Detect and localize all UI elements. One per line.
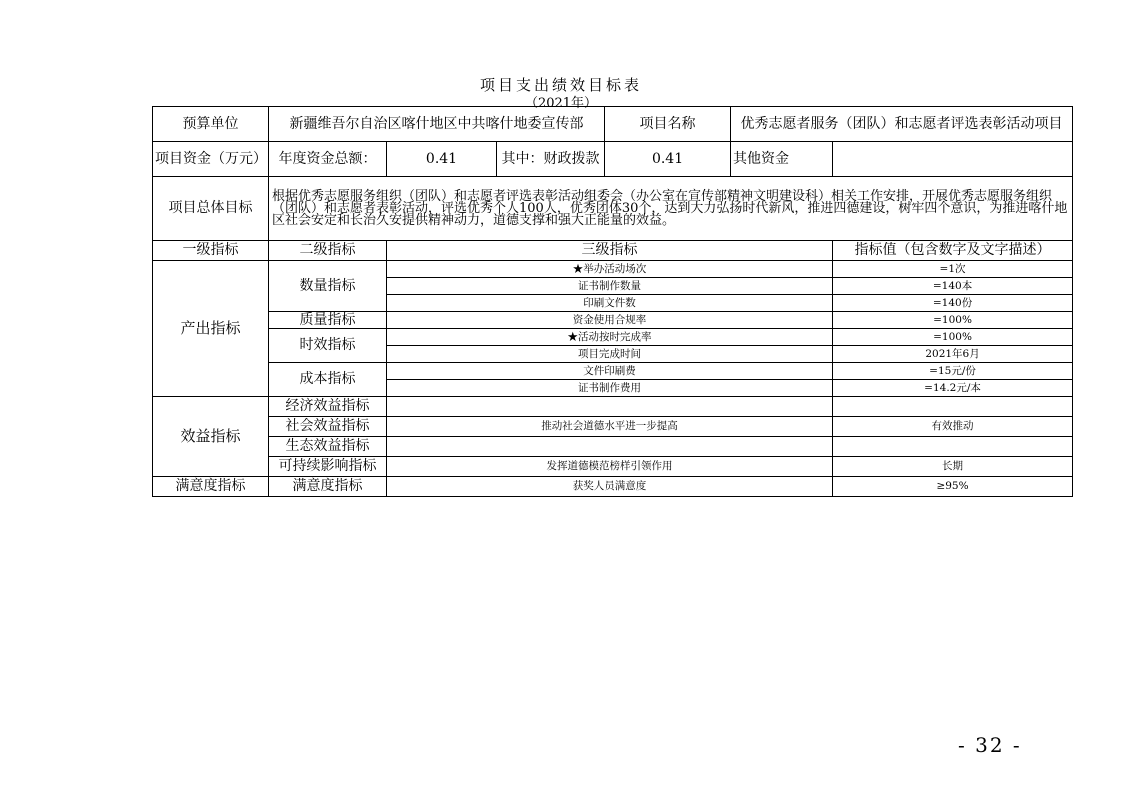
indicator-value: =1次 — [833, 261, 1073, 278]
cost-indicator-label: 成本指标 — [269, 363, 387, 397]
table-row — [153, 457, 1073, 477]
social-benefit-label: 社会效益指标 — [269, 417, 387, 437]
indicator-value: 有效推动 — [833, 417, 1073, 437]
document-title: 项目支出绩效目标表 — [479, 76, 642, 94]
indicator-name — [387, 397, 833, 417]
level2-header: 二级指标 — [269, 241, 387, 261]
indicator-name: 推动社会道德水平进一步提高 — [387, 417, 833, 437]
project-name-label: 项目名称 — [605, 107, 731, 142]
document-year: （2021年） — [524, 96, 598, 111]
indicator-name: 证书制作数量 — [387, 278, 833, 295]
indicator-name: 证书制作费用 — [387, 380, 833, 397]
table-row — [153, 329, 1073, 346]
indicator-value: ≥95% — [833, 477, 1073, 497]
indicator-name: 发挥道德模范榜样引领作用 — [387, 457, 833, 477]
other-funds-label: 其他资金 — [731, 142, 833, 177]
other-funds-value — [833, 142, 1073, 177]
budget-unit-label: 预算单位 — [153, 107, 269, 142]
indicator-value: =15元/份 — [833, 363, 1073, 380]
table-row — [153, 437, 1073, 457]
ecological-benefit-label: 生态效益指标 — [269, 437, 387, 457]
overall-goal-text: 根据优秀志愿服务组织（团队）和志愿者评选表彰活动组委会（办公室在宣传部精神文明建设科）相关工作安排，开展优秀志愿服务组织（团队）和志愿者表彰活动，评选优秀个人100人，优秀团体30个，达到大力弘扬时代新风，推进四德建设，树牢四个意识，为推进喀什地区社会安定和长治久安提供精神动力，道德支撑和强大正能量的效益。 — [269, 177, 1073, 241]
project-name-value: 优秀志愿者服务（团队）和志愿者评选表彰活动项目 — [731, 107, 1073, 142]
indicator-name: 项目完成时间 — [387, 346, 833, 363]
annual-total-label: 年度资金总额： — [269, 142, 387, 177]
fiscal-funds-label: 其中：财政拨款 — [497, 142, 605, 177]
benefit-indicator-label: 效益指标 — [153, 397, 269, 477]
indicator-name: 印刷文件数 — [387, 295, 833, 312]
economic-benefit-label: 经济效益指标 — [269, 397, 387, 417]
overall-goal-row — [153, 177, 1073, 241]
funds-label: 项目资金（万元） — [153, 142, 269, 177]
funds-row — [153, 142, 1073, 177]
indicator-name: 文件印刷费 — [387, 363, 833, 380]
sustainable-impact-label: 可持续影响指标 — [269, 457, 387, 477]
page-number: - 32 - — [958, 733, 1022, 757]
indicator-value — [833, 437, 1073, 457]
annual-total-value: 0.41 — [387, 142, 497, 177]
level1-header: 一级指标 — [153, 241, 269, 261]
indicator-value: =100% — [833, 329, 1073, 346]
indicator-name: 获奖人员满意度 — [387, 477, 833, 497]
budget-unit-row — [153, 107, 1073, 142]
overall-goal-label: 项目总体目标 — [153, 177, 269, 241]
indicator-name: ★举办活动场次 — [387, 261, 833, 278]
indicator-name: 资金使用合规率 — [387, 312, 833, 329]
indicator-value — [833, 397, 1073, 417]
table-row — [153, 363, 1073, 380]
output-indicator-label: 产出指标 — [153, 261, 269, 397]
timeliness-indicator-label: 时效指标 — [269, 329, 387, 363]
indicator-value: 2021年6月 — [833, 346, 1073, 363]
quantity-indicator-label: 数量指标 — [269, 261, 387, 312]
indicator-value: =100% — [833, 312, 1073, 329]
indicator-value: =140本 — [833, 278, 1073, 295]
level3-header: 三级指标 — [387, 241, 833, 261]
performance-table — [152, 106, 1073, 497]
indicator-name — [387, 437, 833, 457]
quality-indicator-label: 质量指标 — [269, 312, 387, 329]
budget-unit-value: 新疆维吾尔自治区喀什地区中共喀什地委宣传部 — [269, 107, 605, 142]
column-header-row — [153, 241, 1073, 261]
indicator-name: ★活动按时完成率 — [387, 329, 833, 346]
table-row — [153, 261, 1073, 278]
table-row — [153, 312, 1073, 329]
table-row — [153, 397, 1073, 417]
indicator-value: =14.2元/本 — [833, 380, 1073, 397]
indicator-value: =140份 — [833, 295, 1073, 312]
table-row — [153, 417, 1073, 437]
value-header: 指标值（包含数字及文字描述） — [833, 241, 1073, 261]
satisfaction-sub-label: 满意度指标 — [269, 477, 387, 497]
table-row — [153, 477, 1073, 497]
satisfaction-indicator-label: 满意度指标 — [153, 477, 269, 497]
indicator-value: 长期 — [833, 457, 1073, 477]
fiscal-funds-value: 0.41 — [605, 142, 731, 177]
